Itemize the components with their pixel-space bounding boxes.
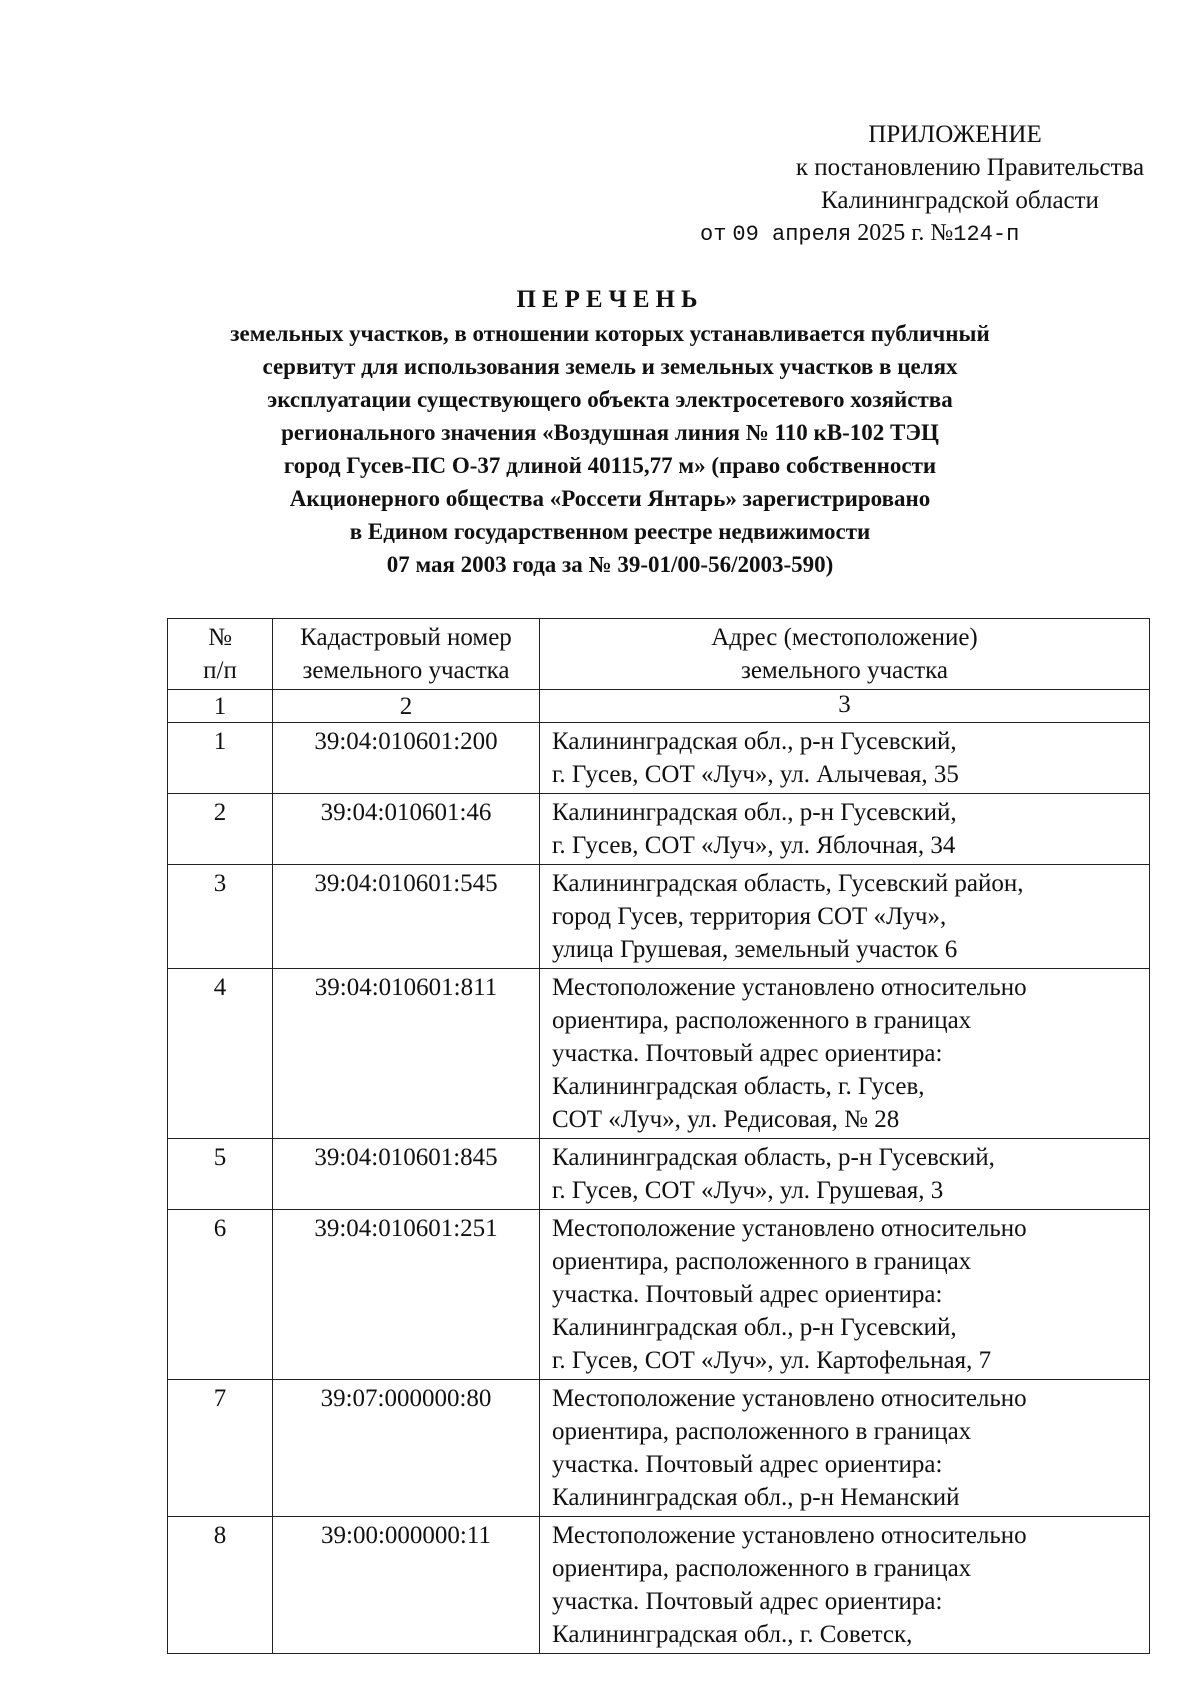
appendix-block [700,118,1170,251]
row-number: 5 [168,1139,273,1210]
appendix-title: ПРИЛОЖЕНИЕ [868,121,1042,148]
table-row [168,1139,1150,1210]
appendix-line-1: к постановлению Правительства [795,154,1145,181]
table-row [168,1210,1150,1380]
table-header-row [168,619,1150,690]
cadastral-number: 39:04:010601:811 [273,969,540,1139]
plot-address: Калининградская обл., р-н Гусевский, г. Гусев, СОТ «Луч», ул. Яблочная, 34 [540,794,1150,865]
index-cell: 2 [273,690,540,723]
row-number: 3 [168,865,273,969]
appendix-date-line [700,217,1170,251]
table-row [168,1380,1150,1517]
table-row [168,1517,1150,1654]
plot-address: Местоположение установлено относительно ориентира, расположенного в границах участка. Почтовый адрес ориентира: Калининградская обл., р-н Неманский [540,1380,1150,1517]
land-plots-table [167,618,1150,1654]
row-number: 8 [168,1517,273,1654]
document-title-block [150,283,1070,581]
plot-address: Калининградская область, р-н Гусевский, г. Гусев, СОТ «Луч», ул. Грушевая, 3 [540,1139,1150,1210]
cadastral-number: 39:04:010601:251 [273,1210,540,1380]
table-row [168,865,1150,969]
table-row [168,723,1150,794]
plot-address: Калининградская обл., р-н Гусевский, г. Гусев, СОТ «Луч», ул. Алычевая, 35 [540,723,1150,794]
row-number: 6 [168,1210,273,1380]
table-row [168,969,1150,1139]
subtitle-line: Акционерного общества «Россети Янтарь» зарегистрировано [289,486,931,511]
index-cell: 3 [540,690,1150,723]
row-number: 4 [168,969,273,1139]
appendix-line-2: Калининградской области [821,187,1099,214]
subtitle-line: в Едином государственном реестре недвижимости [349,519,871,544]
cadastral-number: 39:07:000000:80 [273,1380,540,1517]
cadastral-number: 39:04:010601:46 [273,794,540,865]
plot-address: Местоположение установлено относительно ориентира, расположенного в границах участка. Почтовый адрес ориентира: Калининградская обл., р-н Гусевский, г. Гусев, СОТ «Луч», ул. Картофельная, 7 [540,1210,1150,1380]
document-number: 124-п [953,222,1020,247]
table-index-row [168,690,1150,723]
cadastral-number: 39:04:010601:200 [273,723,540,794]
row-number: 2 [168,794,273,865]
cadastral-number: 39:00:000000:11 [273,1517,540,1654]
document-subtitle [150,317,1070,581]
cadastral-number: 39:04:010601:545 [273,865,540,969]
date-prefix: от [700,222,727,247]
subtitle-line: город Гусев-ПС О-37 длиной 40115,77 м» (право собственности [283,453,937,478]
header-number: № п/п [168,619,273,690]
date-day-month: 09 апреля [732,222,852,247]
subtitle-line: земельных участков, в отношении которых устанавливается публичный [230,321,990,346]
row-number: 7 [168,1380,273,1517]
header-cadastral: Кадастровый номер земельного участка [273,619,540,690]
subtitle-line: сервитут для использования земель и земельных участков в целях [262,354,958,379]
subtitle-line: регионального значения «Воздушная линия № 110 кВ-102 ТЭЦ [281,420,939,445]
date-year: 2025 г. № [857,220,954,246]
plot-address: Калининградская область, Гусевский район, город Гусев, территория СОТ «Луч», улица Грушевая, земельный участок 6 [540,865,1150,969]
cadastral-number: 39:04:010601:845 [273,1139,540,1210]
subtitle-line: 07 мая 2003 года за № 39-01/00-56/2003-590) [386,552,834,577]
header-address: Адрес (местоположение) земельного участка [540,619,1150,690]
document-heading: ПЕРЕЧЕНЬ [516,286,704,313]
plot-address: Местоположение установлено относительно ориентира, расположенного в границах участка. Почтовый адрес ориентира: Калининградская обл., г. Советск, [540,1517,1150,1654]
table-row [168,794,1150,865]
plot-address: Местоположение установлено относительно ориентира, расположенного в границах участка. Почтовый адрес ориентира: Калининградская область, г. Гусев, СОТ «Луч», ул. Редисовая, № 28 [540,969,1150,1139]
subtitle-line: эксплуатации существующего объекта электросетевого хозяйства [267,387,953,412]
index-cell: 1 [168,690,273,723]
row-number: 1 [168,723,273,794]
